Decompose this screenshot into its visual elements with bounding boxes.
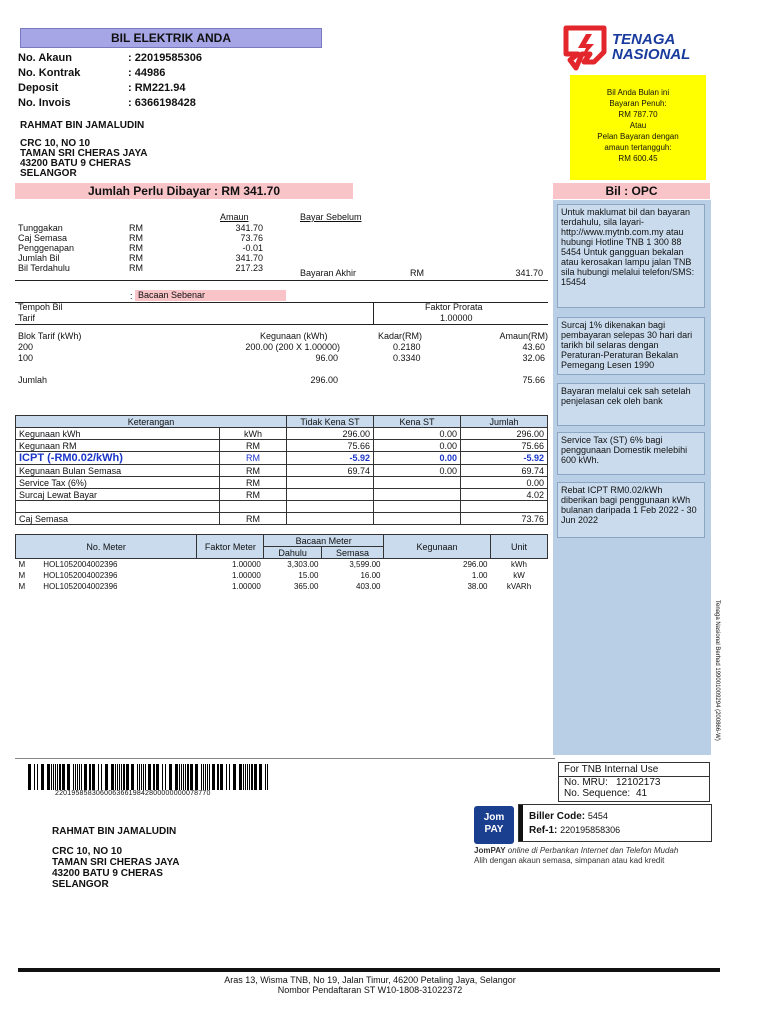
barcode-bar [121, 764, 122, 790]
barcode-bar [217, 764, 219, 790]
mru-label: No. MRU: [564, 777, 608, 788]
meter-current: 16.00 [360, 571, 381, 580]
col-keterangan: Keterangan [16, 416, 287, 428]
charge-unit: RM [220, 477, 287, 489]
charge-kena-st: 0.00 [374, 465, 461, 477]
internal-title: For TNB Internal Use [559, 763, 709, 777]
summary-row [18, 243, 263, 253]
barcode-bar [247, 764, 248, 790]
notice-line: Pelan Bayaran dengan [597, 132, 679, 141]
ref-row [529, 825, 620, 836]
customer-name: RAHMAT BIN JAMALUDIN [20, 120, 145, 131]
col-tidak-kena-st: Tidak Kena ST [287, 416, 374, 428]
block-amount: 32.06 [522, 353, 545, 363]
charge-unit: RM [220, 452, 287, 465]
barcode-bar [101, 764, 102, 790]
barcode-bar [259, 764, 262, 790]
divider [15, 280, 548, 281]
ref-value: 220195858306 [560, 825, 621, 835]
col-bayar-sebelum: Bayar Sebelum [300, 212, 362, 222]
biller-code-value: 5454 [587, 811, 608, 821]
sequence-row [559, 788, 709, 799]
sequence-value: 41 [636, 788, 648, 799]
address-line: 43200 BATU 9 CHERAS [52, 868, 163, 879]
barcode-bar [249, 764, 250, 790]
block-usage: 96.00 [315, 353, 338, 363]
summary-currency: RM [129, 253, 143, 263]
meter-unit: kW [513, 571, 525, 580]
barcode-bar [123, 764, 125, 790]
meter-unit: kVARh [506, 582, 532, 591]
barcode-bar [233, 764, 236, 790]
tarif-label: Tarif [18, 313, 36, 323]
barcode-bar [153, 764, 155, 790]
prorata-label: Faktor Prorata [425, 302, 483, 312]
barcode-bar [59, 764, 61, 790]
summary-value: 217.23 [235, 263, 263, 273]
charge-jumlah [461, 501, 548, 513]
barcode-bar [115, 764, 116, 790]
barcode-bar [203, 764, 204, 790]
charge-tidak-kena-st: 296.00 [287, 428, 374, 440]
charge-label: ICPT (-RM0.02/kWh) [16, 452, 220, 465]
charge-tidak-kena-st [287, 501, 374, 513]
barcode-bar [53, 764, 54, 790]
block-total-amount: 75.66 [522, 375, 545, 385]
meter-body [16, 559, 548, 593]
barcode-bar [239, 764, 242, 790]
barcode-bar [89, 764, 91, 790]
charge-tidak-kena-st: -5.92 [287, 452, 374, 465]
charges-table [15, 415, 548, 525]
account-no-label: No. Akaun [18, 52, 72, 64]
meter-type: M [18, 571, 26, 580]
meter-previous: 365.00 [293, 582, 319, 591]
col-bacaan-meter: Bacaan Meter [264, 535, 384, 547]
barcode-bar [77, 764, 78, 790]
charge-label: Kegunaan RM [16, 440, 220, 452]
barcode-bar [98, 764, 99, 790]
jompay-brand: JomPAY [474, 846, 506, 855]
summary-row [18, 263, 263, 273]
summary-value: 73.76 [240, 233, 263, 243]
col-semasa: Semasa [321, 547, 383, 559]
reading-type-prefix: : [130, 291, 133, 301]
barcode-bar [143, 764, 144, 790]
invoice-no-label: No. Invois [18, 97, 71, 109]
summary-label: Penggenapan [18, 243, 75, 253]
address-line: TAMAN SRI CHERAS JAYA [52, 857, 180, 868]
barcode-bar [119, 764, 120, 790]
logo-wordmark [612, 32, 690, 62]
biller-code-label: Biller Code: [529, 811, 586, 822]
address-line: CRC 10, NO 10 [20, 138, 91, 149]
charge-kena-st: 0.00 [374, 440, 461, 452]
last-payment-value: 341.70 [515, 268, 543, 278]
barcode-bar [185, 764, 186, 790]
address-line: 43200 BATU 9 CHERAS [20, 158, 131, 169]
notice-line: amaun tertangguh: [604, 143, 672, 152]
meter-usage: 38.00 [467, 582, 488, 591]
charge-unit: RM [220, 489, 287, 501]
block-total-label: Jumlah [18, 375, 48, 385]
jompay-desc-line2: Alih dengan akaun semasa, simpanan atau kad kredit [474, 856, 665, 865]
divider [373, 302, 374, 324]
barcode-bar [34, 764, 35, 790]
charges-body [16, 428, 548, 525]
jompay-logo-top: Jom [483, 812, 505, 823]
deposit-value: : RM221.94 [128, 82, 186, 94]
barcode-bar [265, 764, 266, 790]
charge-kena-st [374, 477, 461, 489]
table-row [16, 428, 548, 440]
barcode-bar [131, 764, 134, 790]
barcode-bar [79, 764, 80, 790]
barcode-bar [267, 764, 268, 790]
block-header-blok: Blok Tarif (kWh) [18, 331, 82, 341]
barcode-bar [245, 764, 246, 790]
table-row [16, 465, 548, 477]
charge-label: Kegunaan kWh [16, 428, 220, 440]
mru-value: 12102173 [616, 777, 661, 788]
barcode-bar [28, 764, 31, 790]
logo-line: TENAGA [612, 31, 676, 48]
charge-unit: RM [220, 513, 287, 525]
barcode-bar [169, 764, 172, 790]
charge-jumlah: 0.00 [461, 477, 548, 489]
table-row [16, 501, 548, 513]
barcode-bar [117, 764, 118, 790]
contract-no-row [18, 67, 165, 79]
barcode-bar [190, 764, 193, 790]
sequence-label: No. Sequence: [564, 788, 631, 799]
notice-line: Bayaran Penuh: [609, 99, 667, 108]
customer-address [20, 139, 147, 179]
jompay-logo-icon [474, 806, 514, 844]
meter-current: 3,599.00 [349, 560, 381, 569]
meter-number: HOL1052004002396 [43, 571, 118, 580]
barcode-bar [243, 764, 244, 790]
col-dahulu: Dahulu [264, 547, 322, 559]
address-line: TAMAN SRI CHERAS JAYA [20, 148, 148, 159]
col-jumlah: Jumlah [461, 416, 548, 428]
last-payment-label: Bayaran Akhir [300, 268, 357, 278]
divider [15, 324, 548, 325]
barcode-bar [183, 764, 184, 790]
barcode-bar [229, 764, 230, 790]
barcode-bar [187, 764, 189, 790]
table-header-row [16, 535, 548, 547]
barcode-bar [67, 764, 70, 790]
barcode-bar [181, 764, 182, 790]
barcode-bar [220, 764, 223, 790]
summary-label: Tunggakan [18, 223, 63, 233]
charge-kena-st: 0.00 [374, 452, 461, 465]
invoice-no-value: : 6366198428 [128, 97, 196, 109]
info-note: Surcaj 1% dikenakan bagi pembayaran selepas 30 hari dari tarikh bil selaras dengan Peraturan-Peraturan Bekalan Pemegang Lesen 1990 [557, 317, 705, 375]
address-line: SELANGOR [20, 168, 77, 179]
charge-kena-st [374, 513, 461, 525]
footer [0, 975, 740, 995]
barcode-bar [126, 764, 129, 790]
barcode-bar [137, 764, 138, 790]
meter-factor: 1.00000 [231, 571, 261, 580]
barcode-bar [212, 764, 215, 790]
meter-usage: 296.00 [463, 560, 488, 569]
summary-value: -0.01 [242, 243, 263, 253]
charge-kena-st [374, 501, 461, 513]
barcode-icon [28, 764, 270, 790]
meter-factor: 1.00000 [231, 582, 261, 591]
summary-value: 341.70 [235, 223, 263, 233]
info-note: Bayaran melalui cek sah setelah penjelasan cek oleh bank [557, 383, 705, 426]
barcode-bar [207, 764, 208, 790]
biller-accent [519, 805, 523, 841]
account-no-row [18, 52, 202, 64]
col-no-meter: No. Meter [16, 535, 197, 559]
table-row [16, 452, 548, 465]
charge-tidak-kena-st [287, 477, 374, 489]
biller-box [518, 804, 712, 842]
block-rate: 0.3340 [393, 353, 421, 363]
charge-label: Surcaj Lewat Bayar [16, 489, 220, 501]
block-header-kadar: Kadar(RM) [378, 331, 423, 341]
col-kegunaan: Kegunaan [384, 535, 491, 559]
barcode-bar [145, 764, 146, 790]
meter-number: HOL1052004002396 [43, 582, 118, 591]
barcode-bar [209, 764, 210, 790]
table-row [16, 570, 548, 581]
barcode-bar [165, 764, 166, 790]
charge-label: Kegunaan Bulan Semasa [16, 465, 220, 477]
footer-divider [18, 968, 720, 972]
summary-label: Bil Terdahulu [18, 263, 70, 273]
block-tier: 200 [18, 342, 34, 352]
block-rate: 0.2180 [393, 342, 421, 352]
barcode-bar [111, 764, 114, 790]
barcode-bar [92, 764, 95, 790]
table-row [16, 559, 548, 571]
meter-usage: 1.00 [471, 571, 488, 580]
meter-unit: kWh [511, 560, 527, 569]
barcode-bar [73, 764, 74, 790]
prorata-value: 1.00000 [440, 313, 473, 323]
jompay-description [474, 846, 678, 866]
notice-line: Bil Anda Bulan ini [606, 88, 670, 97]
tear-line [15, 758, 555, 759]
tnb-logo-icon [560, 24, 610, 76]
customer-address-bottom [52, 846, 179, 890]
bill-type-bar: Bil : OPC [553, 183, 710, 199]
summary-currency: RM [129, 263, 143, 273]
barcode-bar [47, 764, 50, 790]
address-line: CRC 10, NO 10 [52, 846, 123, 857]
barcode-bar [57, 764, 58, 790]
charge-jumlah: 69.74 [461, 465, 548, 477]
biller-row [529, 811, 608, 822]
barcode-bar [179, 764, 180, 790]
ref-label: Ref-1: [529, 825, 558, 836]
jompay-logo-bottom: PAY [484, 824, 504, 835]
summary-currency: RM [129, 233, 143, 243]
table-row [16, 513, 548, 525]
table-header-row [16, 416, 548, 428]
customer-name-bottom: RAHMAT BIN JAMALUDIN [52, 826, 177, 837]
amount-due-bar: Jumlah Perlu Dibayar : RM 341.70 [15, 183, 353, 199]
charge-tidak-kena-st: 69.74 [287, 465, 374, 477]
barcode-bar [162, 764, 163, 790]
barcode-bar [41, 764, 44, 790]
block-header-amaun: Amaun(RM) [499, 331, 548, 341]
table-row [16, 581, 548, 592]
summary-table [18, 223, 263, 273]
deposit-label: Deposit [18, 82, 59, 94]
barcode-bar [251, 764, 253, 790]
summary-label: Jumlah Bil [18, 253, 60, 263]
info-panel [553, 200, 711, 755]
footer-registration: Nombor Pendaftaran ST W10-1808-31022372 [277, 985, 463, 995]
meter-table [15, 534, 548, 592]
charge-label: Caj Semasa [16, 513, 220, 525]
barcode-bar [105, 764, 108, 790]
charge-unit: RM [220, 465, 287, 477]
address-line: SELANGOR [52, 879, 109, 890]
charge-tidak-kena-st: 75.66 [287, 440, 374, 452]
charge-kena-st [374, 489, 461, 501]
charge-label [16, 501, 220, 513]
period-label: Tempoh Bil [18, 302, 63, 312]
contract-no-label: No. Kontrak [18, 67, 81, 79]
meter-factor: 1.00000 [231, 560, 261, 569]
barcode-bar [81, 764, 82, 790]
summary-row [18, 223, 263, 233]
notice-line: RM 600.45 [618, 154, 658, 163]
info-note: Service Tax (ST) 6% bagi penggunaan Domestik melebihi 600 kWh. [557, 432, 705, 475]
barcode-bar [84, 764, 87, 790]
meter-type: M [18, 582, 26, 591]
info-note: Rebat ICPT RM0.02/kWh diberikan bagi penggunaan kWh bulanan daripada 1 Feb 2022 - 30 Jun 2022 [557, 482, 705, 538]
charge-unit: RM [220, 440, 287, 452]
jompay-desc-line1 [474, 846, 678, 856]
contract-no-value: : 44986 [128, 67, 166, 79]
table-row [16, 489, 548, 501]
block-tier: 100 [18, 353, 34, 363]
charge-label: Service Tax (6%) [16, 477, 220, 489]
charge-kena-st: 0.00 [374, 428, 461, 440]
col-faktor-meter: Faktor Meter [197, 535, 264, 559]
barcode-bar [37, 764, 38, 790]
internal-use-box [558, 762, 710, 802]
barcode-bar [175, 764, 178, 790]
invoice-no-row [18, 97, 196, 109]
summary-row [18, 253, 263, 263]
barcode-bar [139, 764, 140, 790]
barcode-bar [201, 764, 202, 790]
charge-jumlah: 73.76 [461, 513, 548, 525]
meter-type: M [18, 560, 26, 569]
deposit-row [18, 82, 185, 94]
meter-previous: 3,303.00 [287, 560, 319, 569]
barcode-bar [141, 764, 142, 790]
barcode-bar [205, 764, 206, 790]
charge-jumlah: 296.00 [461, 428, 548, 440]
meter-previous: 15.00 [298, 571, 319, 580]
table-row [16, 477, 548, 489]
col-amaun: Amaun [220, 212, 249, 222]
meter-number: HOL1052004002396 [43, 560, 118, 569]
footer-address: Aras 13, Wisma TNB, No 19, Jalan Timur, 46200 Petaling Jaya, Selangor [224, 975, 516, 985]
charge-tidak-kena-st [287, 513, 374, 525]
summary-value: 341.70 [235, 253, 263, 263]
charge-unit [220, 501, 287, 513]
account-no-value: : 22019585306 [128, 52, 203, 64]
charge-tidak-kena-st [287, 489, 374, 501]
info-note: Untuk maklumat bil dan bayaran terdahulu, sila layari- http://www.mytnb.com.my atau hubungi Hotline TNB 1 300 88 5454 Untuk gangguan bekalan atau kerosakan lampu jalan TNB sila hubungi melalui telefon/SMS: 15454 [557, 204, 705, 308]
charge-jumlah: 4.02 [461, 489, 548, 501]
payment-notice [570, 75, 706, 180]
mru-row [559, 777, 709, 788]
barcode-bar [254, 764, 257, 790]
charge-unit: kWh [220, 428, 287, 440]
last-payment-currency: RM [410, 268, 424, 278]
barcode-bar [62, 764, 65, 790]
notice-line: Atau [629, 121, 647, 130]
summary-currency: RM [129, 243, 143, 253]
registration-vertical-text: Tenaga Nasional Berhad 199001009294 (200866-W) [714, 600, 720, 741]
barcode-bar [148, 764, 151, 790]
summary-currency: RM [129, 223, 143, 233]
meter-current: 403.00 [356, 582, 381, 591]
barcode-bar [55, 764, 56, 790]
table-row [16, 440, 548, 452]
bill-title: BIL ELEKTRIK ANDA [20, 28, 322, 48]
charge-jumlah: 75.66 [461, 440, 548, 452]
block-usage: 200.00 (200 X 1.00000) [245, 342, 340, 352]
block-amount: 43.60 [522, 342, 545, 352]
reading-type: Bacaan Sebenar [135, 290, 286, 301]
charge-jumlah: -5.92 [461, 452, 548, 465]
block-total-usage: 296.00 [310, 375, 338, 385]
summary-label: Caj Semasa [18, 233, 68, 243]
block-header-kegunaan: Kegunaan (kWh) [260, 331, 328, 341]
barcode-bar [156, 764, 159, 790]
col-unit: Unit [491, 535, 548, 559]
col-kena-st: Kena ST [374, 416, 461, 428]
summary-row [18, 233, 263, 243]
barcode-bar [75, 764, 76, 790]
barcode-bar [195, 764, 198, 790]
logo-line: NASIONAL [612, 46, 691, 63]
barcode-number: 22019585830600636619842800000000078770 [55, 790, 211, 797]
barcode-bar [226, 764, 227, 790]
jompay-desc-text: online di Perbankan Internet dan Telefon Mudah [505, 846, 679, 855]
notice-line: RM 787.70 [618, 110, 658, 119]
barcode-bar [51, 764, 52, 790]
